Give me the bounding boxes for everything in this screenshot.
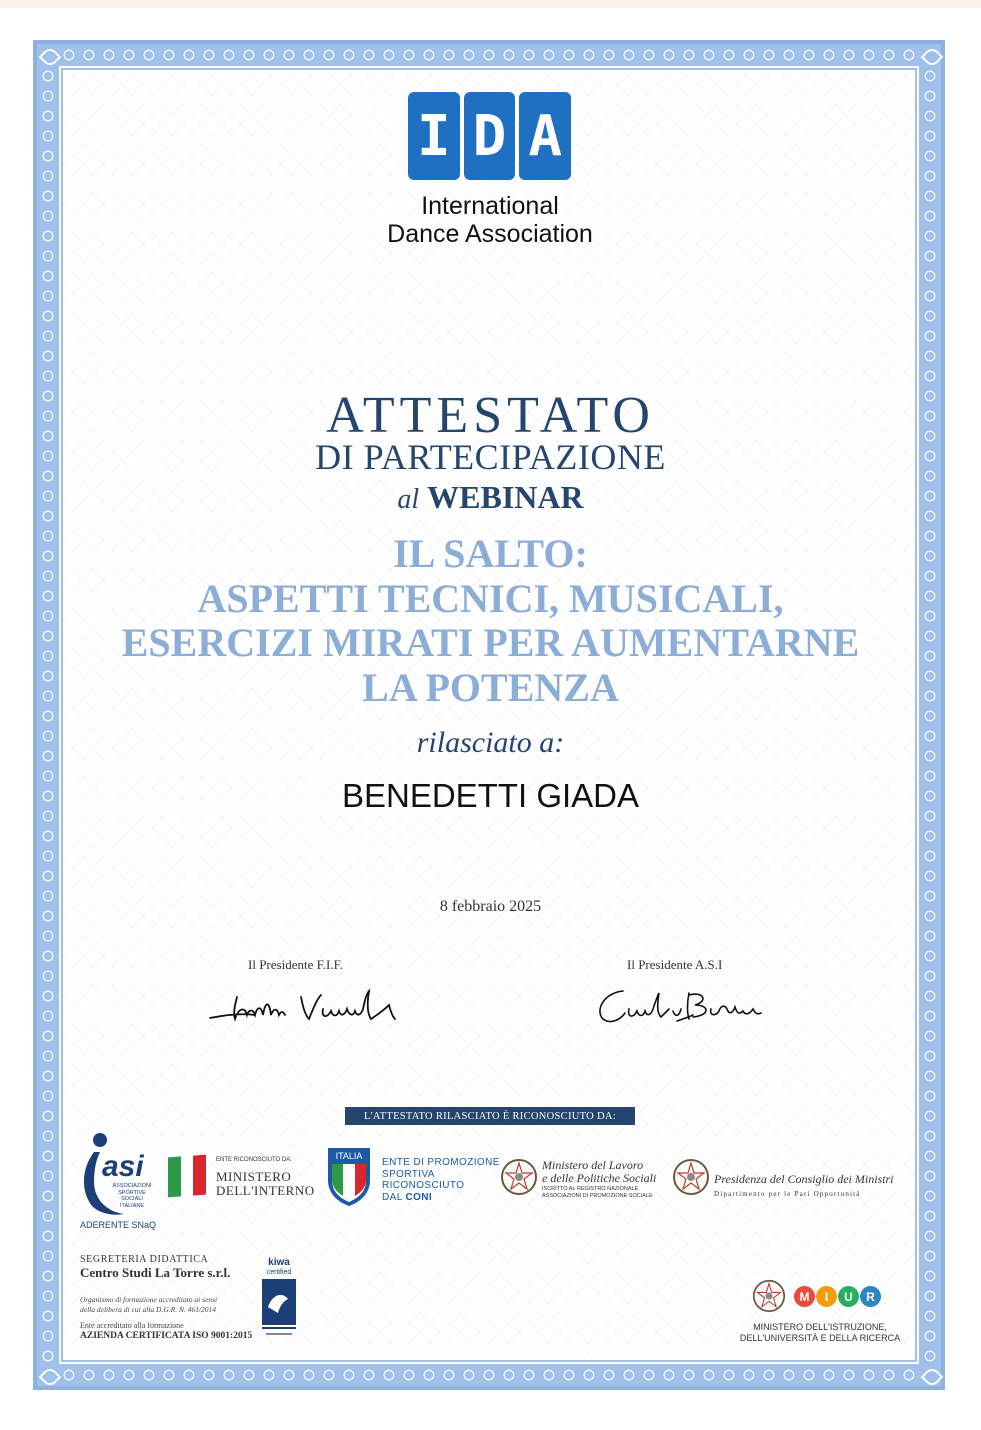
org-note [80,1295,270,1315]
issued-to-label: rilasciato a: [416,726,565,759]
republic-emblem-icon [672,1157,710,1197]
coni-text [382,1157,500,1203]
republic-emblem-icon [752,1278,786,1314]
asi-aderente: ADERENTE SNaQ [80,1220,157,1230]
corner-ornament [37,44,59,66]
iso-certification: AZIENDA CERTIFICATA ISO 9001:2015 [80,1331,253,1341]
ida-logo-letter: I [408,92,460,180]
asi-subtitle-line: SPORTIVE SOCIALI [118,1189,146,1202]
presidenza-subtitle: Dipartimento per le Pari Opportunità [714,1190,861,1198]
org-note-line: della delibera di cui alla D.G.R. N. 461/2014 [80,1305,217,1314]
ida-logo-letter: D [464,92,516,180]
issue-date: 8 febbraio 2025 [439,898,542,915]
coni-text-line: RICONOSCIUTO [382,1180,465,1191]
ente-accreditato: Ente accreditato alla formazione [80,1321,184,1330]
lavoro-subtitle [542,1186,653,1199]
ida-logo-letter: A [519,92,571,180]
miur-letter: R [860,1286,881,1307]
asi-subtitle [108,1183,156,1209]
asi-wordmark: asi [102,1150,144,1183]
corner-ornament [919,1364,941,1386]
left-signatory-role: Il Presidente F.I.F. [248,957,344,972]
left-signature-image [205,985,400,1030]
coni-text-line: SPORTIVA [382,1168,435,1180]
course-title-line: LA POTENZA [362,664,619,710]
asi-subtitle-line: ASSOCIAZIONI [112,1183,152,1189]
ida-logo [408,92,571,180]
lavoro-subtitle-line: ASSOCIAZIONI DI PROMOZIONE SOCIALE [542,1192,653,1199]
border-pattern-right [919,66,941,1364]
lavoro-title-line: e delle Politiche Sociali [542,1171,657,1185]
lavoro-subtitle-line: ISCRITTO AL REGISTRO NAZIONALE [542,1186,639,1192]
webinar-heading [0,478,981,519]
kiwa-word: kiwa [268,1257,290,1268]
course-title-line: ASPETTI TECNICI, MUSICALI, [197,575,784,621]
course-title-line: ESERCIZI MIRATI PER AUMENTARNE [121,620,860,665]
border-pattern-bottom [59,1364,919,1386]
miur-text-line: MINISTERO DELL'ISTRUZIONE, [753,1322,887,1332]
lavoro-title [542,1159,656,1185]
right-signatory-role: Il Presidente A.S.I [627,957,723,972]
webinar-word: WEBINAR [427,479,584,515]
miur-letter: U [838,1286,859,1307]
republic-emblem-icon [500,1157,538,1197]
course-title [60,532,921,710]
border-pattern-top [59,44,919,66]
recipient-name: BENEDETTI GIADA [341,777,640,814]
kiwa-certified-logo [258,1255,300,1341]
org-note-line: Organismo di formazione accreditato ai sensi [80,1295,218,1304]
ida-name [330,192,650,248]
coni-badge-text: ITALIA [335,1151,363,1161]
top-strip [0,0,981,8]
coni-text-line [382,1192,500,1204]
centro-studi: Centro Studi La Torre s.r.l. [80,1265,231,1280]
segreteria-label: SEGRETERIA DIDATTICA [80,1254,209,1265]
coni-text-line: ENTE DI PROMOZIONE [382,1157,500,1168]
ida-name-line2: Dance Association [387,220,593,248]
asi-subtitle-line: ITALIANE [119,1202,145,1209]
miur-letter: M [794,1286,815,1307]
ida-name-line1: International [421,192,559,220]
coni-dal: DAL [382,1191,406,1203]
miur-text-line: DELL'UNIVERSITÀ E DELLA RICERCA [739,1332,901,1343]
interno-small-label: ENTE RICONOSCIUTO DA: [216,1157,292,1163]
ministero-interno-line: DELL'INTERNO [216,1183,315,1198]
certificate-title: ATTESTATO [326,387,655,444]
coni-bold: CONI [405,1191,433,1203]
coni-shield-icon [326,1146,372,1208]
italian-flag-icon [168,1155,206,1198]
right-signature-image [593,983,768,1028]
corner-ornament [37,1364,59,1386]
miur-letter: I [816,1286,837,1307]
ministero-interno [216,1170,315,1198]
miur-text [700,1322,940,1343]
lavoro-title-line: Ministero del Lavoro [542,1158,644,1172]
miur-logo [794,1286,881,1307]
webinar-prefix: al [397,484,420,515]
ministero-interno-line: MINISTERO [216,1169,292,1184]
course-title-line: IL SALTO: [393,531,588,576]
recognition-banner: L'ATTESTATO RILASCIATO È RICONOSCIUTO DA: [345,1107,635,1125]
kiwa-certified: certified [266,1269,292,1276]
certificate-subtitle: DI PARTECIPAZIONE [315,437,666,477]
corner-ornament [919,44,941,66]
presidenza-title: Presidenza del Consiglio dei Ministri [714,1172,894,1186]
border-pattern-left [37,66,59,1364]
